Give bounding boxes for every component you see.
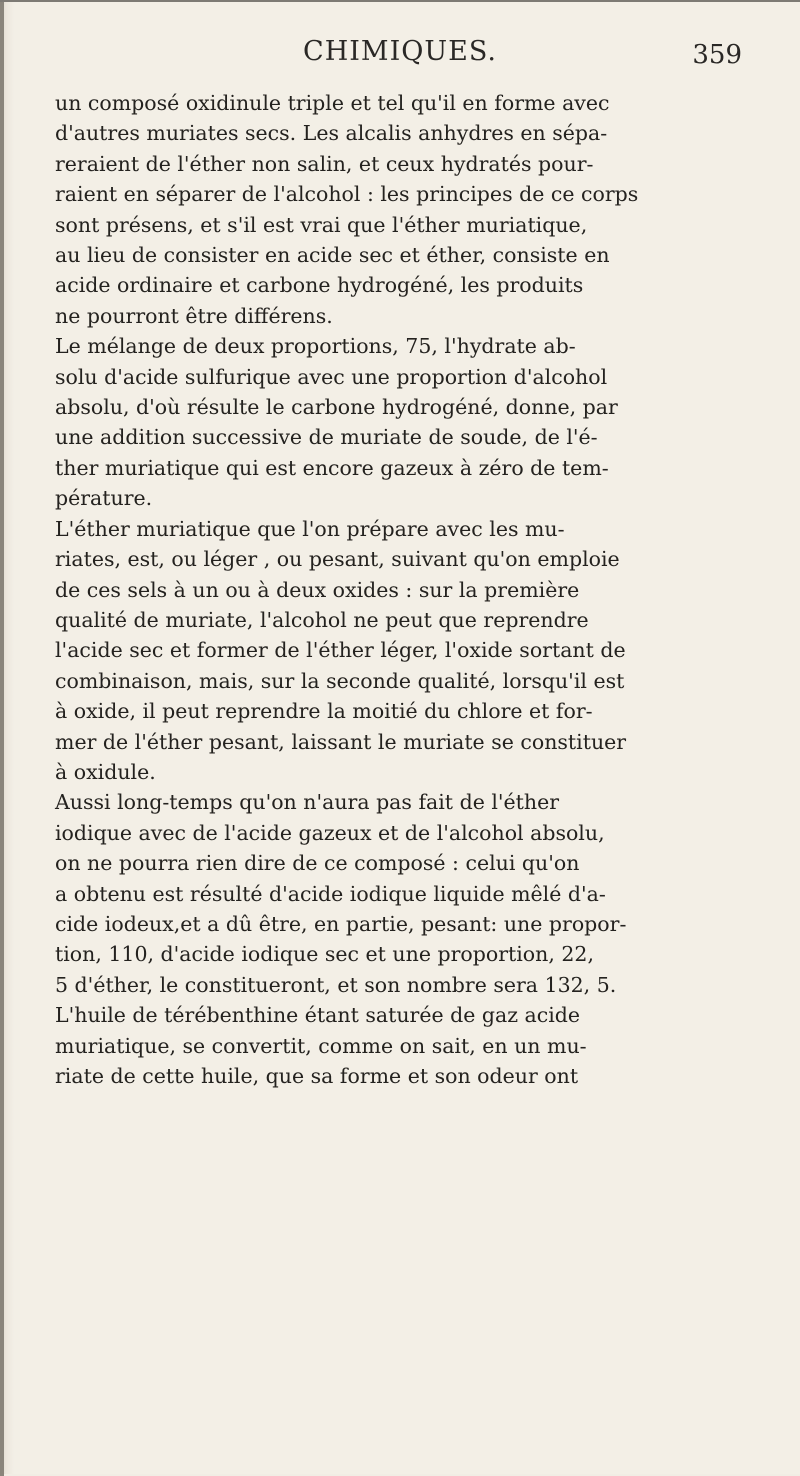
page-left-edge (0, 2, 4, 1476)
body-text (55, 88, 761, 1091)
page-header (0, 32, 800, 82)
paragraph: Le mélange de deux proportions, 75, l'hydrate ab- solu d'acide sulfurique avec une proportion d'alcohol absolu, d'où résulte le carbone hydrogéné, donne, par une addition successive de muriate de soude, de l'é- ther muriatique qui est encore gazeux à zéro de tem- pérature. (55, 334, 618, 511)
paragraph: L'éther muriatique que l'on prépare avec les mu- riates, est, ou léger , ou pesant, suivant qu'on emploie de ces sels à un ou à deux oxides : sur la première qualité de muriate, l'alcohol ne peut que reprendre l'acide sec et former de l'éther léger, l'oxide sortant de combinaison, mais, sur la seconde qualité, lorsqu'il est à oxide, il peut reprendre la moitié du chlore et for- mer de l'éther pesant, laissant le muriate se constituer à oxidule. (55, 516, 627, 784)
paragraph: un composé oxidinule triple et tel qu'il en forme avec d'autres muriates secs. Les alcalis anhydres en sépa- reraient de l'éther non salin, et ceux hydratés pour- raient en séparer de l'alcohol : les principes de ce corps sont présens, et s'il est vrai que l'éther muriatique, au lieu de consister en acide sec et éther, consiste en acide ordinaire et carbone hydrogéné, les produits ne pourront être différens. (55, 91, 639, 328)
paragraph: Aussi long-temps qu'on n'aura pas fait de l'éther iodique avec de l'acide gazeux et de l'alcohol absolu, on ne pourra rien dire de ce composé : celui qu'on a obtenu est résulté d'acide iodique liquide mêlé d'a- cide iodeux,et a dû être, en partie, pesant: une propor- tion, 110, d'acide iodique sec et une proportion, 22, 5 d'éther, le constitueront, et son nombre sera 132, 5. L'huile de térébenthine étant saturée de gaz acide muriatique, se convertit, comme on sait, en un mu- riate de cette huile, que sa forme et son odeur ont (55, 790, 627, 1088)
running-title: CHIMIQUES. (303, 36, 497, 67)
page-number: 359 (692, 40, 742, 70)
